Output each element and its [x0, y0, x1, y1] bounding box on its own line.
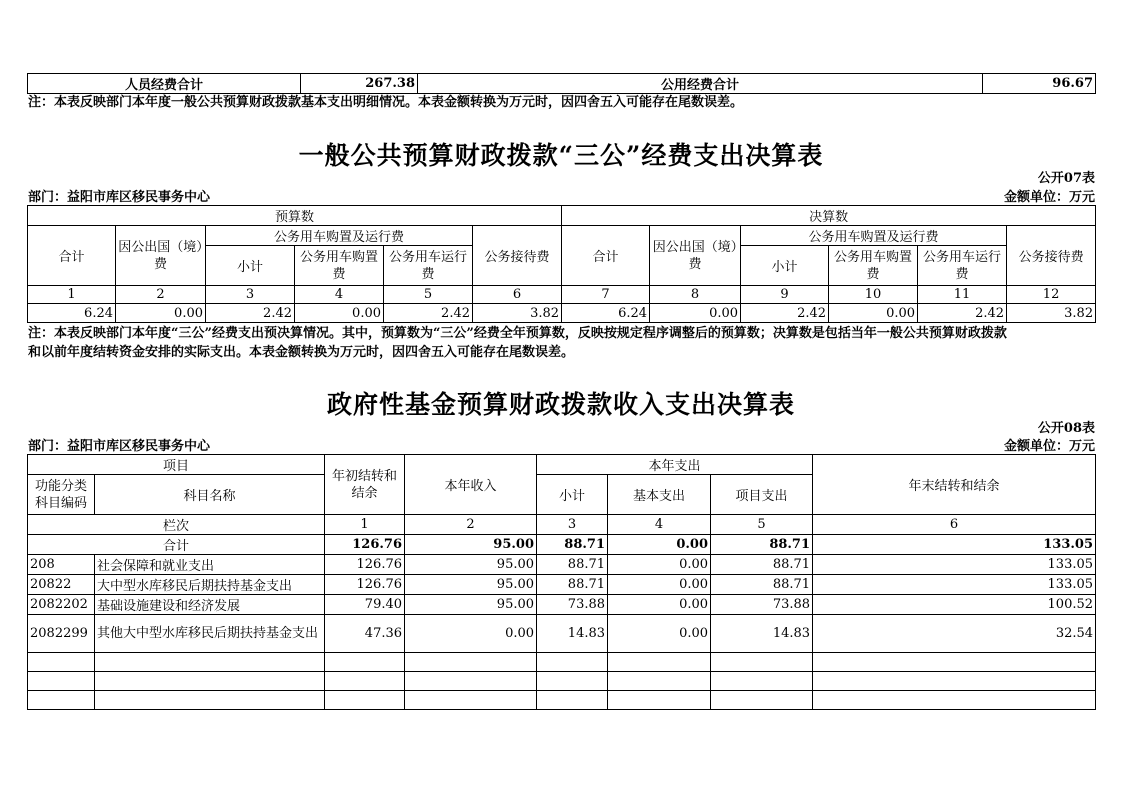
subject-name: 其他大中型水库移民后期扶持基金支出: [95, 615, 325, 653]
summary-note: 注：本表反映部门本年度一般公共预算财政拨款基本支出明细情况。本表金额转换为万元时，因四舍五入可能存在尾数误差。: [28, 95, 744, 110]
column-number: 11: [918, 286, 1007, 304]
final-abroad-header: 因公出国（境）费: [650, 226, 741, 286]
column-number: 1: [28, 286, 116, 304]
expense-summary-table: [27, 73, 1096, 94]
budget-vehicle-header: 公务用车购置及运行费: [206, 226, 473, 246]
total-value: 133.05: [813, 535, 1096, 555]
value-cell: 0.00: [829, 304, 918, 323]
value-cell: 79.40: [325, 595, 405, 615]
subject-name-header: 科目名称: [95, 475, 325, 515]
sangong-unit: 金额单位：万元: [1003, 190, 1095, 205]
final-total-header: 合计: [562, 226, 650, 286]
project-expense-header: 项目支出: [711, 475, 813, 515]
column-number: 1: [325, 515, 405, 535]
budget-vehicle-operation-header: 公务用车运行费: [384, 246, 473, 286]
sangong-value-row: [28, 304, 1096, 323]
expense-subtotal-header: 小计: [537, 475, 608, 515]
column-number: 5: [711, 515, 813, 535]
total-value: 88.71: [537, 535, 608, 555]
personnel-expense-label: 人员经费合计: [28, 74, 301, 94]
value-cell: 6.24: [28, 304, 116, 323]
value-cell: 126.76: [325, 555, 405, 575]
budget-vehicle-purchase-header: 公务用车购置费: [295, 246, 384, 286]
fund-header-row-1: [28, 455, 1096, 475]
column-number: 2: [405, 515, 537, 535]
column-number: 6: [473, 286, 562, 304]
personnel-expense-value: 267.38: [301, 74, 418, 94]
value-cell: 95.00: [405, 555, 537, 575]
column-number: 6: [813, 515, 1096, 535]
column-number: 12: [1007, 286, 1096, 304]
total-value: 126.76: [325, 535, 405, 555]
total-label: 合计: [28, 535, 325, 555]
value-cell: 0.00: [608, 575, 711, 595]
value-cell: 3.82: [1007, 304, 1096, 323]
item-header: 项目: [28, 455, 325, 475]
column-label: 栏次: [28, 515, 325, 535]
subject-name: 大中型水库移民后期扶持基金支出: [95, 575, 325, 595]
value-cell: 73.88: [711, 595, 813, 615]
value-cell: 126.76: [325, 575, 405, 595]
value-cell: 0.00: [650, 304, 741, 323]
final-vehicle-operation-header: 公务用车运行费: [918, 246, 1007, 286]
final-vehicle-header: 公务用车购置及运行费: [741, 226, 1007, 246]
subject-code: 208: [28, 555, 95, 575]
fund-table-number: 公开08表: [1037, 421, 1095, 436]
sangong-note-line-2: 和以前年度结转资金安排的实际支出。本表金额转换为万元时，因四舍五入可能存在尾数误差。: [28, 345, 575, 360]
budget-reception-header: 公务接待费: [473, 226, 562, 286]
column-number: 8: [650, 286, 741, 304]
value-cell: 14.83: [711, 615, 813, 653]
final-vehicle-subtotal-header: 小计: [741, 246, 829, 286]
public-expense-label: 公用经费合计: [418, 74, 983, 94]
subject-code: 2082299: [28, 615, 95, 653]
final-vehicle-purchase-header: 公务用车购置费: [829, 246, 918, 286]
empty-row: [28, 653, 1096, 672]
fund-data-row: [28, 575, 1096, 595]
value-cell: 2.42: [206, 304, 295, 323]
value-cell: 6.24: [562, 304, 650, 323]
value-cell: 88.71: [537, 575, 608, 595]
sangong-table-number: 公开07表: [1037, 171, 1095, 186]
empty-row: [28, 691, 1096, 710]
sangong-header-row-1: [28, 226, 1096, 246]
subject-code: 20822: [28, 575, 95, 595]
column-number: 10: [829, 286, 918, 304]
total-value: 95.00: [405, 535, 537, 555]
annual-expense-header: 本年支出: [537, 455, 813, 475]
value-cell: 88.71: [537, 555, 608, 575]
value-cell: 0.00: [295, 304, 384, 323]
sangong-table: [27, 205, 1096, 323]
column-number: 5: [384, 286, 473, 304]
column-number: 4: [608, 515, 711, 535]
fund-department: 部门：益阳市库区移民事务中心: [28, 439, 211, 454]
sangong-title: 一般公共预算财政拨款“三公”经费支出决算表: [298, 141, 824, 170]
column-number: 3: [206, 286, 295, 304]
value-cell: 133.05: [813, 575, 1096, 595]
value-cell: 0.00: [116, 304, 206, 323]
budget-vehicle-subtotal-header: 小计: [206, 246, 295, 286]
annual-income-header: 本年收入: [405, 455, 537, 515]
fund-data-row: [28, 555, 1096, 575]
subject-code: 2082202: [28, 595, 95, 615]
value-cell: 0.00: [405, 615, 537, 653]
value-cell: 0.00: [608, 615, 711, 653]
column-number: 7: [562, 286, 650, 304]
total-value: 0.00: [608, 535, 711, 555]
value-cell: 88.71: [711, 575, 813, 595]
value-cell: 3.82: [473, 304, 562, 323]
closing-balance-header: 年末结转和结余: [813, 455, 1096, 515]
public-expense-value: 96.67: [983, 74, 1096, 94]
column-number: 9: [741, 286, 829, 304]
fund-unit: 金额单位：万元: [1003, 439, 1095, 454]
value-cell: 32.54: [813, 615, 1096, 653]
value-cell: 73.88: [537, 595, 608, 615]
subject-name: 基础设施建设和经济发展: [95, 595, 325, 615]
fund-total-row: [28, 535, 1096, 555]
sangong-column-number-row: [28, 286, 1096, 304]
fund-column-number-row: [28, 515, 1096, 535]
value-cell: 2.42: [918, 304, 1007, 323]
final-group-header: 决算数: [562, 206, 1096, 226]
opening-balance-header: 年初结转和结余: [325, 455, 405, 515]
column-number: 3: [537, 515, 608, 535]
value-cell: 95.00: [405, 595, 537, 615]
sangong-group-header: [28, 206, 1096, 226]
sangong-department: 部门：益阳市库区移民事务中心: [28, 190, 211, 205]
fund-table: [27, 454, 1096, 710]
budget-abroad-header: 因公出国（境）费: [116, 226, 206, 286]
value-cell: 133.05: [813, 555, 1096, 575]
total-value: 88.71: [711, 535, 813, 555]
value-cell: 0.00: [608, 555, 711, 575]
value-cell: 88.71: [711, 555, 813, 575]
budget-total-header: 合计: [28, 226, 116, 286]
summary-row: [28, 74, 1096, 94]
value-cell: 2.42: [384, 304, 473, 323]
fund-data-row: [28, 595, 1096, 615]
budget-group-header: 预算数: [28, 206, 562, 226]
value-cell: 0.00: [608, 595, 711, 615]
value-cell: 2.42: [741, 304, 829, 323]
column-number: 2: [116, 286, 206, 304]
empty-row: [28, 672, 1096, 691]
value-cell: 14.83: [537, 615, 608, 653]
column-number: 4: [295, 286, 384, 304]
value-cell: 100.52: [813, 595, 1096, 615]
sangong-note-line-1: 注：本表反映部门本年度“三公”经费支出预决算情况。其中，预算数为“三公”经费全年预算数，反映按规定程序调整后的预算数；决算数是包括当年一般公共预算财政拨款: [28, 326, 1007, 341]
subject-name: 社会保障和就业支出: [95, 555, 325, 575]
function-code-header: 功能分类科目编码: [28, 475, 95, 515]
value-cell: 47.36: [325, 615, 405, 653]
basic-expense-header: 基本支出: [608, 475, 711, 515]
fund-title: 政府性基金预算财政拨款收入支出决算表: [326, 390, 795, 419]
fund-data-row: [28, 615, 1096, 653]
final-reception-header: 公务接待费: [1007, 226, 1096, 286]
value-cell: 95.00: [405, 575, 537, 595]
